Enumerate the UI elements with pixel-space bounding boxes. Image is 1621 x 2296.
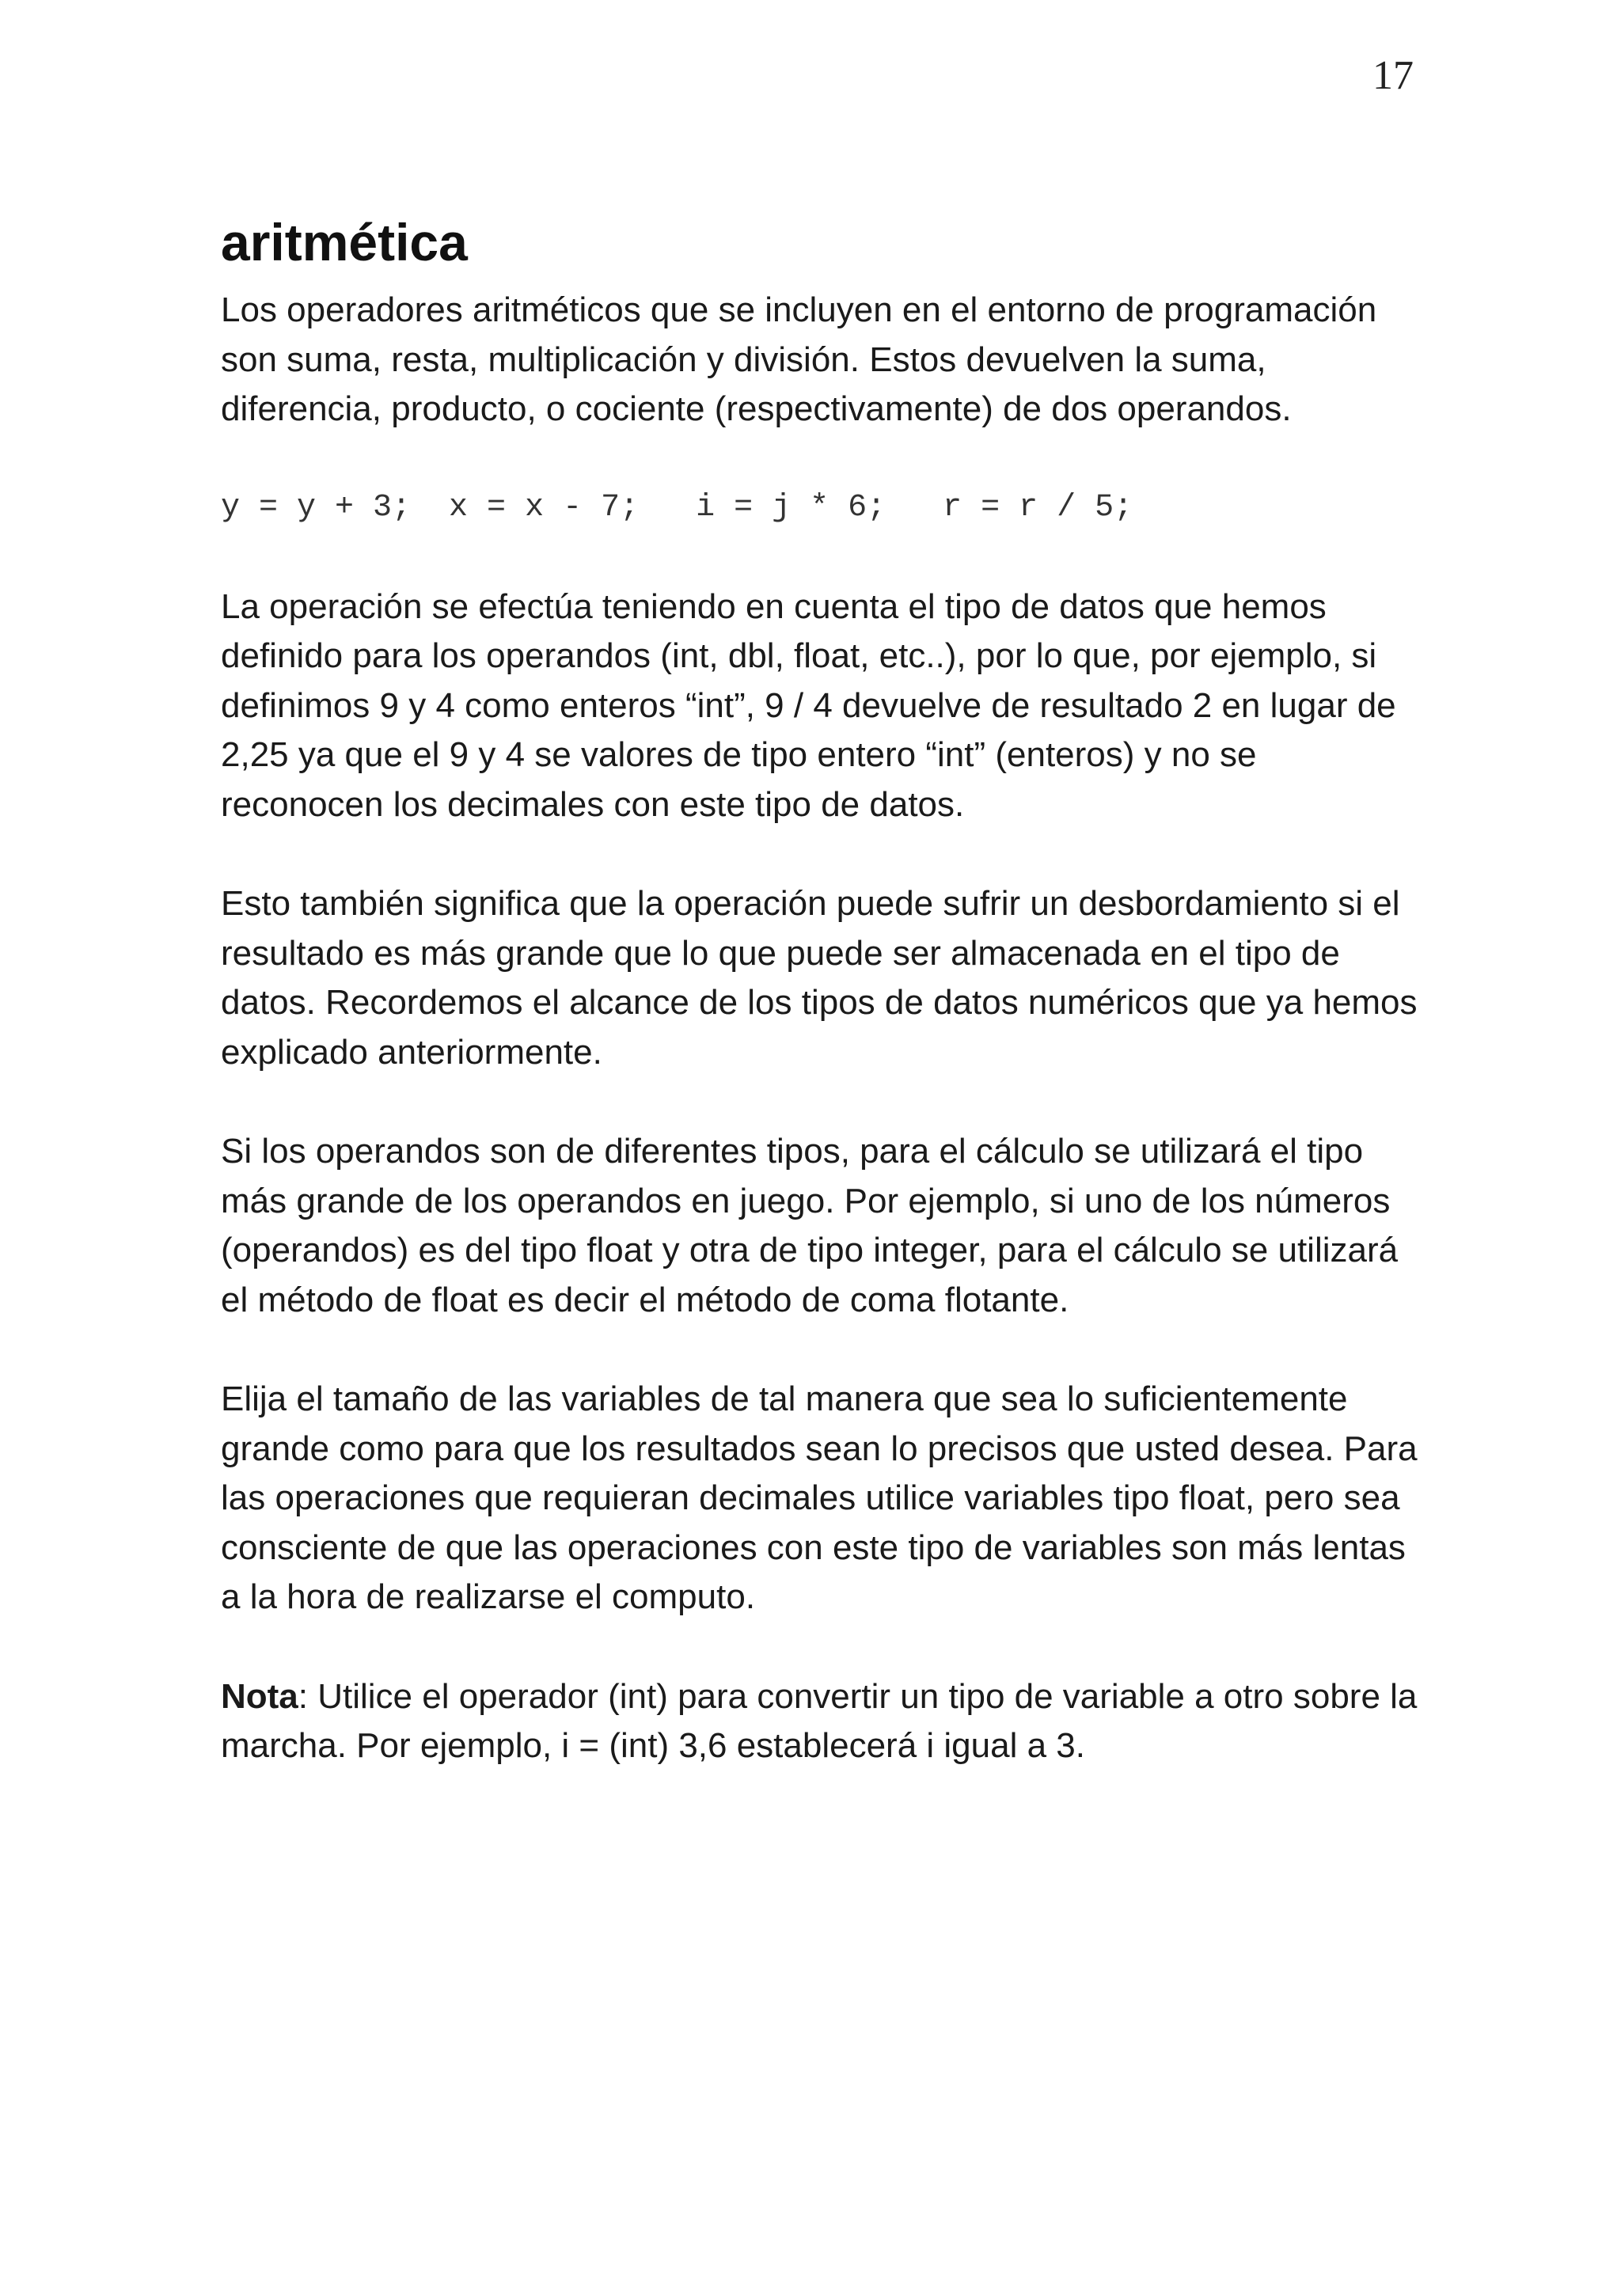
page-content — [221, 212, 1424, 1771]
note-paragraph — [221, 1672, 1424, 1771]
intro-paragraph: Los operadores aritméticos que se incluyen en el entorno de programación son suma, resta, multiplicación y división. Estos devuelven la suma, diferencia, producto, o cociente (respectivamente) de dos operandos. — [221, 290, 1377, 428]
note-text: : Utilice el operador (int) para convertir un tipo de variable a otro sobre la marcha. Por ejemplo, i = (int) 3,6 establecerá i igual a 3. — [221, 1676, 1418, 1765]
page-number: 17 — [1372, 53, 1414, 98]
section-title: aritmética — [221, 213, 468, 271]
paragraph-mixed-types: Si los operandos son de diferentes tipos, para el cálculo se utilizará el tipo más grande de los operandos en juego. Por ejemplo, si uno de los números (operandos) es del tipo float y otra de tipo integer, para el cálculo se utilizará el método de float es decir el método de coma flotante. — [221, 1132, 1399, 1319]
paragraph-overflow: Esto también significa que la operación puede sufrir un desbordamiento si el resultado es más grande que lo que puede ser almacenada en el tipo de datos. Recordemos el alcance de los tipos de datos numéricos que ya hemos explicado anteriormente. — [221, 884, 1418, 1072]
code-example: y = y + 3; x = x - 7; i = j * 6; r = r / 5; — [221, 489, 1133, 526]
note-label: Nota — [221, 1676, 298, 1716]
paragraph-data-types: La operación se efectúa teniendo en cuenta el tipo de datos que hemos definido para los operandos (int, dbl, float, etc..), por lo que, por ejemplo, si definimos 9 y 4 como enteros “int”, 9 / 4 devuelve de resultado 2 en lugar de 2,25 ya que el 9 y 4 se valores de tipo entero “int” (enteros) y no se reconocen los decimales con este tipo de datos. — [221, 586, 1396, 824]
paragraph-variable-size: Elija el tamaño de las variables de tal manera que sea lo suficientemente grande como para que los resultados sean lo precisos que usted desea. Para las operaciones que requieran decimales utilice variables tipo float, pero sea consciente de que las operaciones con este tipo de variables son más lentas a la hora de realizarse el computo. — [221, 1379, 1418, 1616]
